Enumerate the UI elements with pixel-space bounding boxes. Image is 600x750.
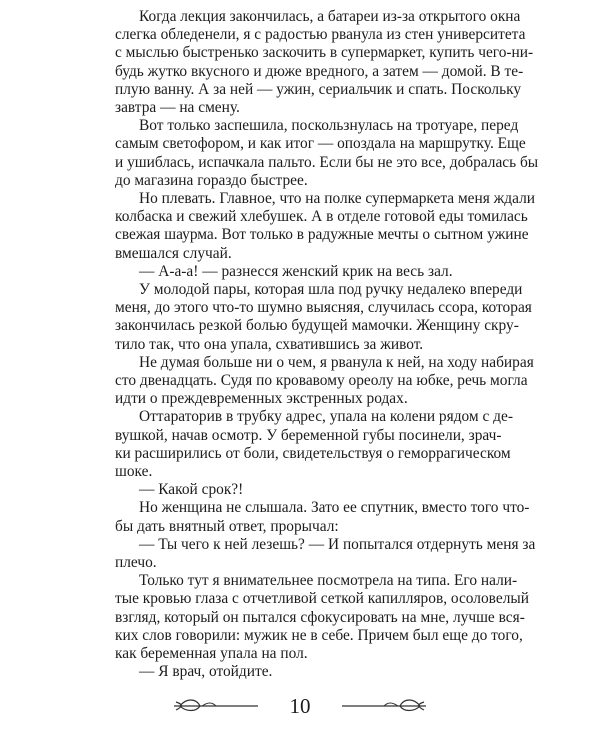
text-line: Но плевать. Главное, что на полке супермаркета меня ждали xyxy=(139,190,536,207)
text-line: слегка обледенели, я с радостью рванула из стен университета xyxy=(115,26,526,44)
text-line: ких слов говорили: мужик не в себе. Причем был еще до того, xyxy=(115,626,523,644)
text-line: Когда лекция закончилась, а батареи из-за открытого окна xyxy=(139,8,521,25)
page-footer xyxy=(160,686,440,726)
text-line: бы дать внятный ответ, прорычал: xyxy=(115,517,339,535)
text-line: как беременная упала на пол. xyxy=(115,645,308,662)
text-line: с мыслью быстренько заскочить в супермаркет, купить чего-ни- xyxy=(115,44,534,62)
text-line: сто двенадцать. Судя по кровавому ореолу на юбке, речь могла xyxy=(115,372,528,389)
text-line: — А-а-а! — разнесся женский крик на весь зал. xyxy=(139,262,453,280)
text-line: взгляд, который он пытался сфокусировать на мне, лучше вся- xyxy=(115,608,525,626)
text-line: и ушиблась, испачкала пальто. Если бы не это все, добралась бы xyxy=(115,153,539,171)
text-line: тые кровью глаза с отчетливой сеткой капилляров, осоловелый xyxy=(115,590,529,608)
text-line: идти о преждевременных экстренных родах. xyxy=(115,390,408,408)
text-line: закончилась резкой болью будущей мамочки. Женщину скру- xyxy=(115,317,519,335)
text-line: плую ванну. А за ней — ужин, сериальчик и спать. Поскольку xyxy=(115,80,522,98)
text-line: ки расширились от боли, свидетельствуя о геморрагическом xyxy=(115,444,511,462)
text-line: Вот только заспешила, поскользнулась на тротуаре, перед xyxy=(139,117,519,135)
text-line: тило так, что она упала, схватившись за живот. xyxy=(115,335,424,353)
text-line: — Я врач, отойдите. xyxy=(139,663,273,681)
text-line: вмешался случай. xyxy=(115,244,232,262)
text-line: колбаска и свежий хлебушек. А в отделе готовой еды томилась xyxy=(115,208,528,226)
right-flourish-icon xyxy=(336,696,428,716)
text-line: Не думая больше ни о чем, я рванула к ней, на ходу набирая xyxy=(139,353,534,371)
text-line: свежая шаурма. Вот только в радужные мечты о сытном ужине xyxy=(115,226,529,244)
text-line: — Какой срок?! xyxy=(139,481,244,499)
page-number: 10 xyxy=(289,694,311,718)
text-line: вушкой, начав осмотр. У беременной губы посинели, зрач- xyxy=(115,426,502,444)
text-line: меня, до этого что-то шумно выясняя, случилась ссора, которая xyxy=(115,299,532,317)
text-line: Но женщина не слышала. Зато ее спутник, вместо того что- xyxy=(139,499,530,517)
text-line: Оттараторив в трубку адрес, упала на колени рядом с де- xyxy=(139,408,513,426)
text-line: будь жутко вкусного и дюже вредного, а затем — домой. В те- xyxy=(115,62,524,80)
text-line: до магазина гораздо быстрее. xyxy=(115,171,308,189)
text-line: плечо. xyxy=(115,554,157,571)
text-line: самым светофором, и как итог — опоздала на маршрутку. Еще xyxy=(115,135,526,153)
text-line: У молодой пары, которая шла под ручку недалеко впереди xyxy=(139,281,523,298)
text-line: Только тут я внимательнее посмотрела на типа. Его нали- xyxy=(139,572,518,590)
text-line: завтра — на смену. xyxy=(115,99,240,116)
text-line: шоке. xyxy=(115,463,153,480)
text-line: — Ты чего к ней лезешь? — И попытался отдернуть меня за xyxy=(139,535,536,553)
